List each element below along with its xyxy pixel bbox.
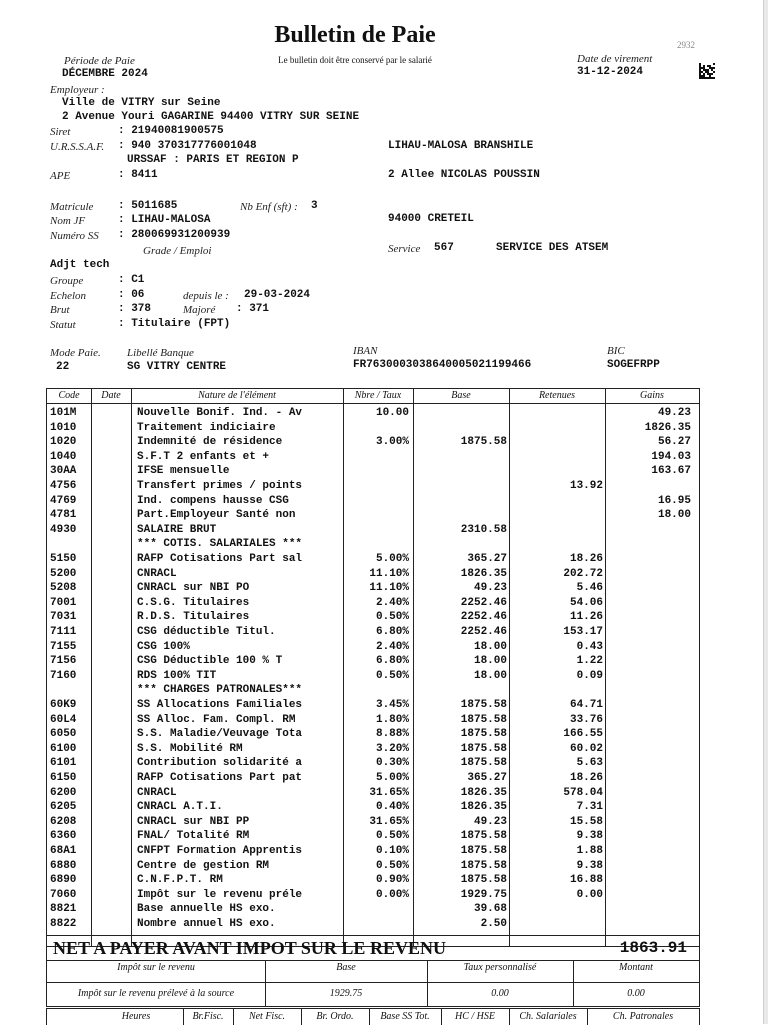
employer-name: Ville de VITRY sur Seine: [62, 97, 221, 109]
row-nature: CSG déductible Titul.: [137, 626, 276, 638]
row-code: 4769: [50, 494, 77, 507]
net-a-payer-label: NET A PAYER AVANT IMPOT SUR LE REVENU: [53, 938, 446, 958]
footer-brut-ordo: Br. Ordo.: [316, 1011, 354, 1022]
row-nature: Transfert primes / points: [137, 480, 303, 492]
row-base: 1826.35: [460, 567, 507, 580]
row-nature: Impôt sur le revenu préle: [137, 888, 303, 901]
header-retenues: Retenues: [538, 390, 576, 401]
row-taux: 3.45%: [375, 699, 409, 711]
row-code: 5208: [50, 582, 77, 595]
row-base: 1875.58: [460, 742, 507, 755]
row-gain: 194.03: [651, 450, 691, 463]
row-nature: RDS 100% TIT: [137, 669, 217, 682]
row-nature: FNAL/ Totalité RM: [137, 830, 250, 843]
row-base: 39.68: [473, 903, 507, 916]
numero-ss-label: Numéro SS: [50, 230, 99, 242]
row-taux: 5.00%: [375, 553, 409, 565]
row-nature: S.F.T 2 enfants et +: [137, 450, 270, 463]
table-row: [47, 683, 699, 698]
periode-value: DÉCEMBRE 2024: [62, 68, 148, 80]
payslip-table: [46, 388, 700, 947]
row-nature: CSG Déductible 100 % T: [137, 655, 283, 668]
urssaf-label: U.R.S.S.A.F.: [50, 141, 105, 153]
row-nature: Indemnité de résidence: [137, 436, 283, 449]
row-retenue: 33.76: [569, 713, 603, 726]
row-base: 2252.46: [460, 596, 507, 609]
row-base: 49.23: [473, 815, 507, 828]
table-row: [47, 537, 699, 552]
table-row: [47, 552, 699, 567]
row-nature: C.N.F.P.T. RM: [137, 874, 223, 887]
row-retenue: 1.88: [576, 845, 603, 857]
row-taux: 10.00: [375, 407, 409, 419]
employer-address: 2 Avenue Youri GAGARINE 94400 VITRY SUR SEINE: [62, 111, 360, 123]
header-base: Base: [451, 390, 471, 401]
periode-label: Période de Paie: [64, 55, 135, 67]
row-code: 1020: [50, 436, 77, 449]
row-code: 7111: [50, 626, 77, 638]
table-row: [47, 421, 699, 436]
row-code: 6880: [50, 859, 77, 872]
employer-label: Employeur :: [50, 84, 105, 96]
tax-header-montant: Montant: [619, 962, 653, 973]
row-retenue: 15.58: [569, 815, 603, 828]
row-nature: Traitement indiciaire: [137, 421, 276, 434]
row-retenue: 9.38: [576, 859, 603, 872]
urssaf-name: URSSAF : PARIS ET REGION P: [127, 154, 299, 166]
row-nature: *** COTIS. SALARIALES ***: [137, 538, 303, 551]
net-a-payer-value: 1863.91: [619, 939, 687, 957]
nb-enfants-value: 3: [311, 200, 318, 212]
siret-value: : 21940081900575: [118, 125, 224, 137]
brut-value: : 378: [118, 303, 152, 315]
row-nature: RAFP Cotisations Part pat: [137, 772, 303, 784]
footer-ch-patronales: Ch. Patronales: [612, 1011, 674, 1022]
matricule-label: Matricule: [50, 201, 94, 213]
row-nature: Nombre annuel HS exo.: [137, 918, 276, 930]
row-gain: 56.27: [657, 436, 691, 449]
row-base: 2.50: [480, 918, 507, 930]
row-base: 1929.75: [460, 888, 507, 901]
header-date: Date: [101, 390, 121, 401]
tax-header-base: Base: [336, 962, 356, 973]
row-nature: RAFP Cotisations Part sal: [137, 553, 303, 565]
footer-base-ss-tot: Base SS Tot.: [380, 1011, 430, 1022]
row-taux: 0.30%: [375, 757, 409, 770]
table-row: [47, 844, 699, 859]
row-base: 1875.58: [460, 859, 507, 872]
row-retenue: 5.63: [576, 757, 603, 770]
row-nature: CNRACL: [137, 786, 177, 799]
ape-value: : 8411: [118, 169, 158, 181]
mode-paie-label: Mode Paie.: [50, 347, 101, 359]
banque-value: SG VITRY CENTRE: [127, 361, 227, 373]
row-code: 68A1: [50, 845, 77, 857]
row-base: 18.00: [473, 640, 507, 653]
brut-label: Brut: [50, 304, 70, 316]
table-row: [47, 771, 699, 786]
row-retenue: 0.00: [576, 888, 603, 901]
row-code: 30AA: [50, 465, 77, 478]
row-code: 6101: [50, 757, 77, 770]
row-nature: Base annuelle HS exo.: [137, 903, 276, 916]
row-code: 6050: [50, 728, 77, 741]
row-taux: 11.10%: [369, 567, 409, 580]
table-header: [47, 389, 699, 404]
row-nature: CNRACL sur NBI PP: [137, 815, 250, 828]
numero-ss-value: : 280069931200939: [118, 229, 231, 241]
table-row: [47, 464, 699, 479]
table-row: [47, 902, 699, 917]
header-code: Code: [58, 390, 80, 401]
matricule-value: : 5011685: [118, 200, 178, 212]
tax-montant-value: 0.00: [627, 988, 645, 999]
table-row: [47, 610, 699, 625]
row-base: 2252.46: [460, 611, 507, 624]
service-label: Service: [388, 243, 421, 255]
row-base: 1875.58: [460, 874, 507, 887]
row-nature: CNRACL A.T.I.: [137, 801, 223, 814]
tax-row-label: Impôt sur le revenu prélevé à la source: [77, 988, 235, 999]
footer-brut-fiscal: Br.Fisc.: [192, 1011, 224, 1022]
row-code: 6200: [50, 786, 77, 799]
row-code: 7001: [50, 596, 77, 609]
row-base: 18.00: [473, 655, 507, 668]
datamatrix-code-icon: [699, 63, 715, 79]
table-row: [47, 756, 699, 771]
row-base: 49.23: [473, 582, 507, 595]
header-gains: Gains: [640, 390, 664, 401]
row-nature: *** CHARGES PATRONALES***: [137, 684, 303, 697]
row-taux: 0.10%: [375, 845, 409, 857]
depuis-label: depuis le :: [183, 290, 229, 302]
document-number: 2932: [677, 40, 695, 50]
echelon-value: : 06: [118, 289, 145, 301]
table-body: [47, 404, 699, 946]
row-taux: 3.00%: [375, 436, 409, 449]
footer-ch-salariales: Ch. Salariales: [519, 1011, 577, 1022]
row-taux: 0.50%: [375, 859, 409, 872]
row-taux: 0.40%: [375, 801, 409, 814]
row-taux: 5.00%: [375, 772, 409, 784]
table-row: [47, 654, 699, 669]
row-code: 6360: [50, 830, 77, 843]
statut-label: Statut: [50, 319, 76, 331]
net-a-payer-bar: [46, 935, 700, 961]
statut-value: : Titulaire (FPT): [118, 318, 231, 330]
row-code: 6150: [50, 772, 77, 784]
row-taux: 3.20%: [375, 742, 409, 755]
row-base: 1875.58: [460, 728, 507, 741]
page-edge: [763, 0, 768, 1024]
table-row: [47, 859, 699, 874]
table-row: [47, 917, 699, 932]
row-base: 2310.58: [460, 523, 507, 536]
row-code: 6890: [50, 874, 77, 887]
row-retenue: 578.04: [563, 786, 603, 799]
row-taux: 31.65%: [369, 815, 409, 828]
table-row: [47, 727, 699, 742]
siret-label: Siret: [50, 126, 71, 138]
row-code: 7160: [50, 669, 77, 682]
ape-label: APE: [50, 170, 71, 182]
table-row: [47, 829, 699, 844]
row-nature: CSG 100%: [137, 640, 190, 653]
row-nature: S.S. Maladie/Veuvage Tota: [137, 728, 303, 741]
footer-heures: Heures: [121, 1011, 151, 1022]
row-taux: 0.00%: [375, 888, 409, 901]
groupe-label: Groupe: [50, 275, 84, 287]
table-row: [47, 698, 699, 713]
row-base: 1875.58: [460, 699, 507, 711]
row-code: 6100: [50, 742, 77, 755]
nom-jf-label: Nom JF: [50, 215, 86, 227]
tax-block: [46, 960, 700, 1007]
row-nature: SALAIRE BRUT: [137, 523, 217, 536]
row-nature: SS Allocations Familiales: [137, 699, 303, 711]
row-nature: Centre de gestion RM: [137, 859, 270, 872]
tax-header-taux: Taux personnalisé: [463, 962, 537, 973]
table-row: [47, 640, 699, 655]
bic-value: SOGEFRPP: [607, 359, 660, 371]
table-row: [47, 581, 699, 596]
table-row: [47, 508, 699, 523]
row-taux: 0.50%: [375, 830, 409, 843]
row-base: 1875.58: [460, 830, 507, 843]
row-code: 7060: [50, 888, 77, 901]
table-row: [47, 888, 699, 903]
urssaf-value: : 940 370317776001048: [118, 140, 257, 152]
row-nature: CNRACL: [137, 567, 177, 580]
row-code: 5200: [50, 567, 77, 580]
row-retenue: 7.31: [576, 801, 603, 814]
header-nature: Nature de l'élément: [198, 390, 276, 401]
row-retenue: 16.88: [569, 874, 603, 887]
row-retenue: 202.72: [563, 567, 603, 580]
row-code: 101M: [50, 407, 77, 419]
tax-base-value: 1929.75: [329, 988, 363, 999]
majore-value: : 371: [236, 303, 270, 315]
table-row: [47, 669, 699, 684]
table-row: [47, 567, 699, 582]
row-base: 365.27: [467, 553, 507, 565]
row-nature: Ind. compens hausse CSG: [137, 494, 289, 507]
table-row: [47, 786, 699, 801]
row-taux: 0.50%: [375, 611, 409, 624]
row-retenue: 153.17: [563, 626, 603, 638]
row-nature: CNRACL sur NBI PO: [137, 582, 250, 595]
row-taux: 0.90%: [375, 874, 409, 887]
row-retenue: 13.92: [569, 480, 603, 492]
row-code: 6208: [50, 815, 77, 828]
row-gain: 49.23: [657, 407, 691, 419]
row-gain: 16.95: [657, 494, 691, 507]
employee-name: LIHAU-MALOSA BRANSHILE: [388, 140, 534, 152]
row-retenue: 11.26: [569, 611, 603, 624]
document-title: Bulletin de Paie: [274, 22, 436, 48]
tax-divider: [265, 982, 699, 983]
row-nature: Nouvelle Bonif. Ind. - Av: [137, 407, 303, 419]
tax-taux-value: 0.00: [491, 988, 509, 999]
row-code: 7031: [50, 611, 77, 624]
row-base: 1826.35: [460, 786, 507, 799]
row-nature: CNFPT Formation Apprentis: [137, 845, 303, 857]
grade-value: Adjt tech: [50, 259, 110, 271]
row-retenue: 166.55: [563, 728, 603, 741]
table-row: [47, 523, 699, 538]
table-row: [47, 596, 699, 611]
row-code: 8822: [50, 918, 77, 930]
row-base: 2252.46: [460, 626, 507, 638]
row-code: 1040: [50, 450, 77, 463]
row-taux: 1.80%: [375, 713, 409, 726]
employee-address-line2: 94000 CRETEIL: [388, 213, 474, 225]
row-gain: 1826.35: [644, 421, 691, 434]
banque-label: Libellé Banque: [127, 347, 194, 359]
bic-label: BIC: [607, 345, 625, 357]
row-taux: 8.88%: [375, 728, 409, 741]
row-taux: 2.40%: [375, 596, 409, 609]
row-nature: SS Alloc. Fam. Compl. RM: [137, 713, 296, 726]
groupe-value: : C1: [118, 274, 145, 286]
row-retenue: 18.26: [569, 553, 603, 565]
row-code: 60K9: [50, 699, 77, 711]
row-taux: 6.80%: [375, 655, 409, 668]
header-taux: Nbre / Taux: [354, 390, 402, 401]
row-code: 5150: [50, 553, 77, 565]
row-base: 1875.58: [460, 845, 507, 857]
grade-label: Grade / Emploi: [143, 245, 212, 257]
table-row: [47, 815, 699, 830]
virement-value: 31-12-2024: [577, 66, 644, 78]
virement-label: Date de virement: [577, 53, 653, 65]
row-retenue: 64.71: [569, 699, 603, 711]
depuis-value: 29-03-2024: [244, 289, 311, 301]
row-code: 6205: [50, 801, 77, 814]
row-nature: Contribution solidarité a: [137, 757, 303, 770]
row-taux: 11.10%: [369, 582, 409, 595]
table-row: [47, 494, 699, 509]
row-taux: 0.50%: [375, 669, 409, 682]
document-subtitle: Le bulletin doit être conservé par le salarié: [278, 55, 432, 65]
row-taux: 31.65%: [369, 786, 409, 799]
footer-hc-hse: HC / HSE: [455, 1011, 495, 1022]
row-nature: C.S.G. Titulaires: [137, 596, 250, 609]
row-taux: 2.40%: [375, 640, 409, 653]
table-row: [47, 450, 699, 465]
row-gain: 163.67: [651, 465, 691, 478]
row-nature: IFSE mensuelle: [137, 465, 230, 478]
row-code: 1010: [50, 421, 77, 434]
row-retenue: 0.43: [576, 640, 603, 653]
footer-net-fiscal: Net Fisc.: [248, 1011, 286, 1022]
mode-paie-value: 22: [56, 361, 70, 373]
row-nature: S.S. Mobilité RM: [137, 742, 243, 755]
row-base: 1875.58: [460, 757, 507, 770]
tax-header-impot: Impôt sur le revenu: [117, 962, 195, 973]
row-retenue: 9.38: [576, 830, 603, 843]
row-retenue: 1.22: [576, 655, 603, 668]
row-code: 4756: [50, 480, 77, 492]
table-row: [47, 479, 699, 494]
summary-footer: [46, 1008, 700, 1025]
row-base: 1875.58: [460, 436, 507, 449]
table-row: [47, 873, 699, 888]
row-code: 8821: [50, 903, 77, 916]
table-row: [47, 800, 699, 815]
row-retenue: 18.26: [569, 772, 603, 784]
majore-label: Majoré: [183, 304, 216, 316]
iban-value: FR7630003038640005021199466: [353, 359, 532, 371]
row-base: 1826.35: [460, 801, 507, 814]
row-gain: 18.00: [657, 509, 691, 522]
table-row: [47, 742, 699, 757]
row-retenue: 54.06: [569, 596, 603, 609]
row-base: 18.00: [473, 669, 507, 682]
row-code: 60L4: [50, 713, 77, 726]
row-retenue: 60.02: [569, 742, 603, 755]
nb-enfants-label: Nb Enf (sft) :: [240, 201, 298, 213]
row-retenue: 5.46: [576, 582, 603, 595]
row-base: 365.27: [467, 772, 507, 784]
employee-address-line1: 2 Allee NICOLAS POUSSIN: [388, 169, 540, 181]
nom-jf-value: : LIHAU-MALOSA: [118, 214, 211, 226]
row-retenue: 0.09: [576, 669, 603, 682]
table-row: [47, 625, 699, 640]
table-row: [47, 406, 699, 421]
service-name: SERVICE DES ATSEM: [496, 242, 609, 254]
row-code: 4781: [50, 509, 77, 522]
echelon-label: Echelon: [50, 290, 87, 302]
row-taux: 6.80%: [375, 626, 409, 638]
tax-divider: [47, 982, 265, 983]
row-nature: R.D.S. Titulaires: [137, 611, 250, 624]
row-code: 4930: [50, 523, 77, 536]
iban-label: IBAN: [353, 345, 378, 357]
row-code: 7155: [50, 640, 77, 653]
service-code: 567: [434, 242, 454, 254]
row-nature: Part.Employeur Santé non: [137, 509, 296, 522]
row-code: 7156: [50, 655, 77, 668]
table-row: [47, 713, 699, 728]
table-row: [47, 435, 699, 450]
row-base: 1875.58: [460, 713, 507, 726]
